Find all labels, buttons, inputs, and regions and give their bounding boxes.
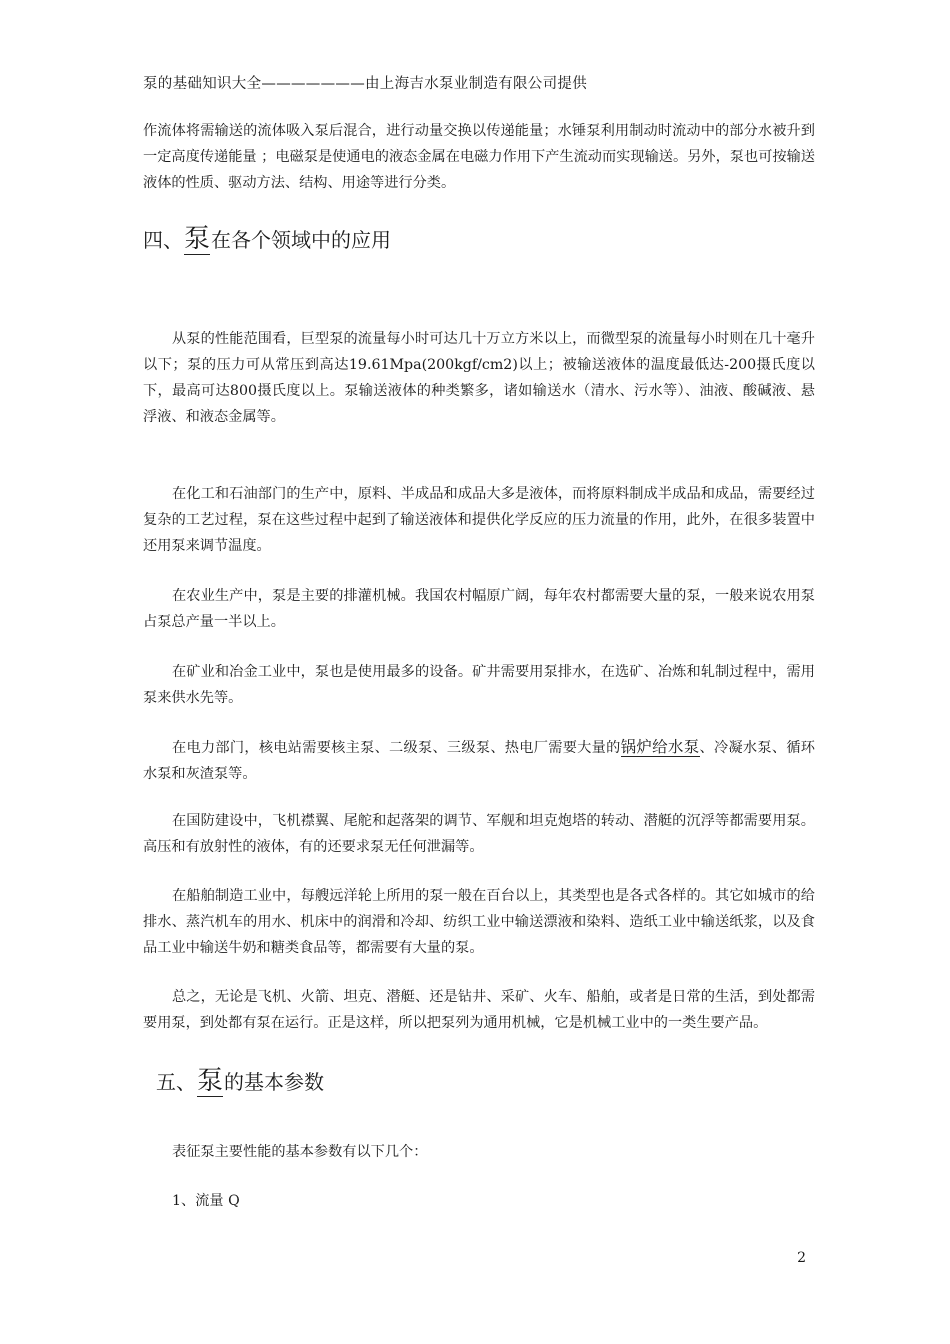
paragraph-performance-range: 从泵的性能范围看，巨型泵的流量每小时可达几十万立方米以上，而微型泵的流量每小时则在几十毫升以下；泵的压力可从常压到高达19.61Mpa(200kgf/cm2)以上；被输送液体的温度最低达-200摄氏度以下，最高可达800摄氏度以上。泵输送液体的种类繁多，诸如输送水（清水、污水等）、油液、酸碱液、悬浮液、和液态金属等。 — [143, 331, 815, 425]
paragraph-chemical-industry: 在化工和石油部门的生产中，原料、半成品和成品大多是液体，而将原料制成半成品和成品，需要经过复杂的工艺过程，泵在这些过程中起到了输送液体和提供化学反应的压力流量的作用，此外，在很多装置中还用泵来调节温度。 — [143, 486, 815, 554]
page-header: 泵的基础知识大全———————由上海吉水泵业制造有限公司提供 — [143, 76, 587, 92]
page-number: 2 — [797, 1250, 806, 1266]
section-4-key-char: 泵 — [184, 224, 211, 254]
section-5-key-char: 泵 — [197, 1066, 224, 1096]
section-5-prefix: 五、 — [156, 1070, 196, 1094]
section-4-heading — [143, 224, 391, 255]
paragraph-mining: 在矿业和冶金工业中，泵也是使用最多的设备。矿井需要用泵排水，在选矿、冶炼和轧制过程中，需用泵来供水先等。 — [143, 664, 815, 706]
boiler-feed-pump-link[interactable]: 锅炉给水泵 — [620, 738, 700, 756]
paragraph-defense: 在国防建设中，飞机襟翼、尾舵和起落架的调节、军舰和坦克炮塔的转动、潜艇的沉浮等都需要用泵。高压和有放射性的液体，有的还要求泵无任何泄漏等。 — [143, 813, 815, 855]
section-4-prefix: 四、 — [143, 228, 183, 252]
section-5-heading — [156, 1066, 324, 1097]
paragraph-basic-parameters: 表征泵主要性能的基本参数有以下几个： — [172, 1144, 428, 1160]
paragraph-shipbuilding: 在船舶制造工业中，每艘远洋轮上所用的泵一般在百台以上，其类型也是各式各样的。其它如城市的给排水、蒸汽机车的用水、机床中的润滑和冷却、纺织工业中输送漂液和染料、造纸工业中输送纸浆，以及食品工业中输送牛奶和糖类食品等，都需要有大量的泵。 — [143, 888, 815, 956]
list-item-flow-rate: 1、流量 Q — [172, 1193, 240, 1209]
power-text-before: 在电力部门，核电站需要核主泵、二级泵、三级泵、热电厂需要大量的 — [172, 740, 621, 756]
paragraph-summary: 总之，无论是飞机、火箭、坦克、潜艇、还是钻井、采矿、火车、船舶，或者是日常的生活，到处都需要用泵，到处都有泵在运行。正是这样，所以把泵列为通用机械，它是机械工业中的一类生要产品。 — [143, 989, 815, 1031]
paragraph-power — [143, 734, 815, 787]
paragraph-agriculture: 在农业生产中，泵是主要的排灌机械。我国农村幅原广阔，每年农村都需要大量的泵，一般来说农用泵占泵总产量一半以上。 — [143, 588, 815, 630]
power-text-after: 、冷凝水泵、循环水泵和灰渣泵等。 — [143, 740, 815, 782]
section-5-title: 的基本参数 — [224, 1070, 325, 1094]
intro-paragraph: 作流体将需输送的流体吸入泵后混合，进行动量交换以传递能量；水锤泵利用制动时流动中的部分水被升到一定高度传递能量 ；电磁泵是使通电的液态金属在电磁力作用下产生流动而实现输送。另外，泵也可按输送液体的性质、驱动方法、结构、用途等进行分类。 — [143, 123, 815, 191]
section-4-title: 在各个领域中的应用 — [211, 228, 392, 252]
